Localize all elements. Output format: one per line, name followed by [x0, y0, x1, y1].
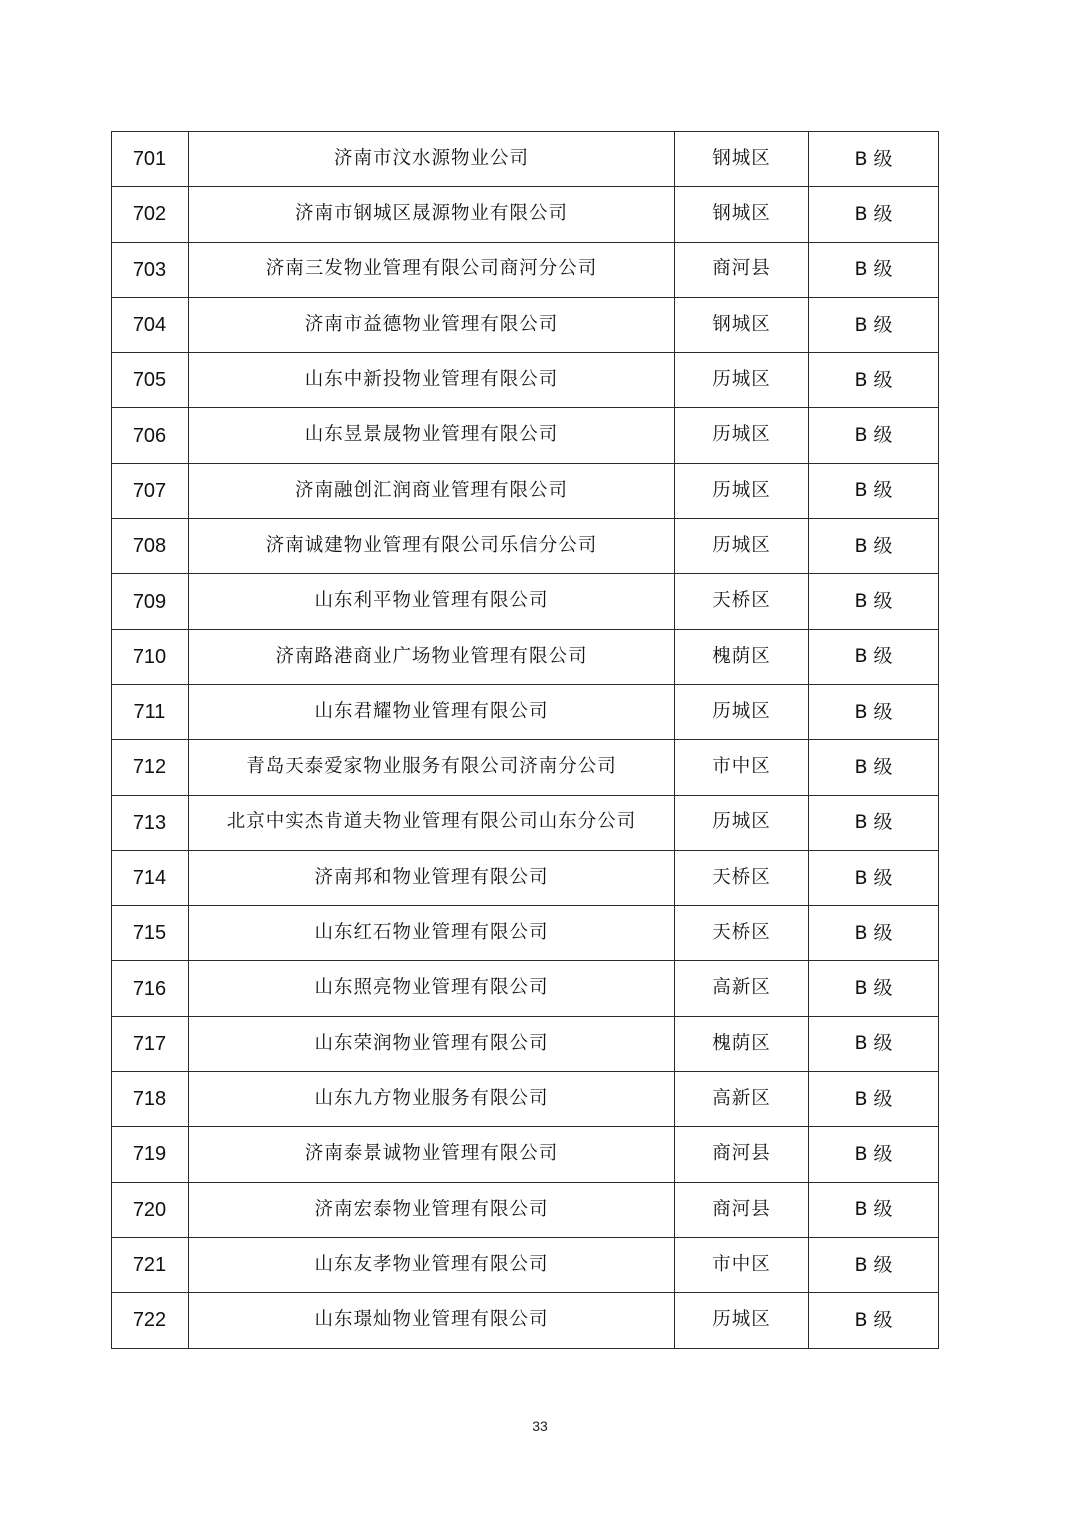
row-number-cell: 716: [112, 961, 189, 1016]
table-row: [112, 408, 939, 463]
company-name-cell: 山东利平物业管理有限公司: [189, 574, 675, 629]
grade-cell: B 级: [809, 1237, 939, 1292]
company-name-cell: 山东中新投物业管理有限公司: [189, 353, 675, 408]
district-cell: 槐荫区: [675, 629, 809, 684]
row-number-cell: 720: [112, 1182, 189, 1237]
table-row: [112, 519, 939, 574]
company-name-cell: 山东红石物业管理有限公司: [189, 906, 675, 961]
row-number-cell: 702: [112, 187, 189, 242]
grade-cell: B 级: [809, 187, 939, 242]
row-number-cell: 705: [112, 353, 189, 408]
grade-cell: B 级: [809, 1072, 939, 1127]
grade-cell: B 级: [809, 574, 939, 629]
table-row: [112, 574, 939, 629]
district-cell: 历城区: [675, 1293, 809, 1348]
table-row: [112, 1293, 939, 1348]
company-name-cell: 济南融创汇润商业管理有限公司: [189, 463, 675, 518]
district-cell: 高新区: [675, 961, 809, 1016]
table-row: [112, 297, 939, 352]
property-company-table: [111, 131, 939, 1349]
row-number-cell: 719: [112, 1127, 189, 1182]
company-name-cell: 青岛天泰爱家物业服务有限公司济南分公司: [189, 740, 675, 795]
company-name-cell: 济南市汶水源物业公司: [189, 132, 675, 187]
district-cell: 天桥区: [675, 574, 809, 629]
row-number-cell: 712: [112, 740, 189, 795]
table-row: [112, 684, 939, 739]
row-number-cell: 701: [112, 132, 189, 187]
grade-cell: B 级: [809, 629, 939, 684]
district-cell: 天桥区: [675, 850, 809, 905]
district-cell: 钢城区: [675, 132, 809, 187]
table-row: [112, 1016, 939, 1071]
table-row: [112, 463, 939, 518]
company-name-cell: 济南泰景诚物业管理有限公司: [189, 1127, 675, 1182]
district-cell: 商河县: [675, 1182, 809, 1237]
table-row: [112, 1072, 939, 1127]
district-cell: 商河县: [675, 1127, 809, 1182]
grade-cell: B 级: [809, 850, 939, 905]
page-number: 33: [532, 1418, 548, 1434]
row-number-cell: 722: [112, 1293, 189, 1348]
row-number-cell: 714: [112, 850, 189, 905]
grade-cell: B 级: [809, 684, 939, 739]
company-name-cell: 济南市钢城区晟源物业有限公司: [189, 187, 675, 242]
grade-cell: B 级: [809, 1293, 939, 1348]
row-number-cell: 706: [112, 408, 189, 463]
table-row: [112, 132, 939, 187]
district-cell: 历城区: [675, 684, 809, 739]
company-name-cell: 济南路港商业广场物业管理有限公司: [189, 629, 675, 684]
grade-cell: B 级: [809, 1182, 939, 1237]
district-cell: 天桥区: [675, 906, 809, 961]
company-name-cell: 山东照亮物业管理有限公司: [189, 961, 675, 1016]
row-number-cell: 711: [112, 684, 189, 739]
grade-cell: B 级: [809, 132, 939, 187]
district-cell: 市中区: [675, 740, 809, 795]
row-number-cell: 715: [112, 906, 189, 961]
table-row: [112, 187, 939, 242]
grade-cell: B 级: [809, 795, 939, 850]
company-name-cell: 北京中实杰肯道夫物业管理有限公司山东分公司: [189, 795, 675, 850]
district-cell: 历城区: [675, 353, 809, 408]
table-row: [112, 242, 939, 297]
table-row: [112, 795, 939, 850]
grade-cell: B 级: [809, 463, 939, 518]
company-name-cell: 山东昱景晟物业管理有限公司: [189, 408, 675, 463]
row-number-cell: 704: [112, 297, 189, 352]
table-row: [112, 1127, 939, 1182]
district-cell: 历城区: [675, 463, 809, 518]
company-name-cell: 山东九方物业服务有限公司: [189, 1072, 675, 1127]
company-name-cell: 山东荣润物业管理有限公司: [189, 1016, 675, 1071]
district-cell: 商河县: [675, 242, 809, 297]
grade-cell: B 级: [809, 961, 939, 1016]
company-name-cell: 济南宏泰物业管理有限公司: [189, 1182, 675, 1237]
table-row: [112, 740, 939, 795]
grade-cell: B 级: [809, 740, 939, 795]
company-name-cell: 济南三发物业管理有限公司商河分公司: [189, 242, 675, 297]
row-number-cell: 718: [112, 1072, 189, 1127]
table-row: [112, 1182, 939, 1237]
district-cell: 钢城区: [675, 297, 809, 352]
district-cell: 市中区: [675, 1237, 809, 1292]
row-number-cell: 721: [112, 1237, 189, 1292]
grade-cell: B 级: [809, 408, 939, 463]
table-body: [112, 132, 939, 1349]
table-row: [112, 629, 939, 684]
row-number-cell: 710: [112, 629, 189, 684]
table-row: [112, 906, 939, 961]
grade-cell: B 级: [809, 1016, 939, 1071]
company-name-cell: 山东友孝物业管理有限公司: [189, 1237, 675, 1292]
company-name-cell: 山东君耀物业管理有限公司: [189, 684, 675, 739]
district-cell: 历城区: [675, 795, 809, 850]
district-cell: 钢城区: [675, 187, 809, 242]
row-number-cell: 713: [112, 795, 189, 850]
row-number-cell: 703: [112, 242, 189, 297]
grade-cell: B 级: [809, 519, 939, 574]
company-name-cell: 济南邦和物业管理有限公司: [189, 850, 675, 905]
row-number-cell: 717: [112, 1016, 189, 1071]
grade-cell: B 级: [809, 906, 939, 961]
district-cell: 槐荫区: [675, 1016, 809, 1071]
row-number-cell: 708: [112, 519, 189, 574]
grade-cell: B 级: [809, 297, 939, 352]
company-name-cell: 山东璟灿物业管理有限公司: [189, 1293, 675, 1348]
table-row: [112, 1237, 939, 1292]
grade-cell: B 级: [809, 242, 939, 297]
table-row: [112, 961, 939, 1016]
district-cell: 高新区: [675, 1072, 809, 1127]
grade-cell: B 级: [809, 353, 939, 408]
company-name-cell: 济南市益德物业管理有限公司: [189, 297, 675, 352]
row-number-cell: 709: [112, 574, 189, 629]
district-cell: 历城区: [675, 519, 809, 574]
table-row: [112, 850, 939, 905]
company-name-cell: 济南诚建物业管理有限公司乐信分公司: [189, 519, 675, 574]
table-row: [112, 353, 939, 408]
row-number-cell: 707: [112, 463, 189, 518]
grade-cell: B 级: [809, 1127, 939, 1182]
district-cell: 历城区: [675, 408, 809, 463]
